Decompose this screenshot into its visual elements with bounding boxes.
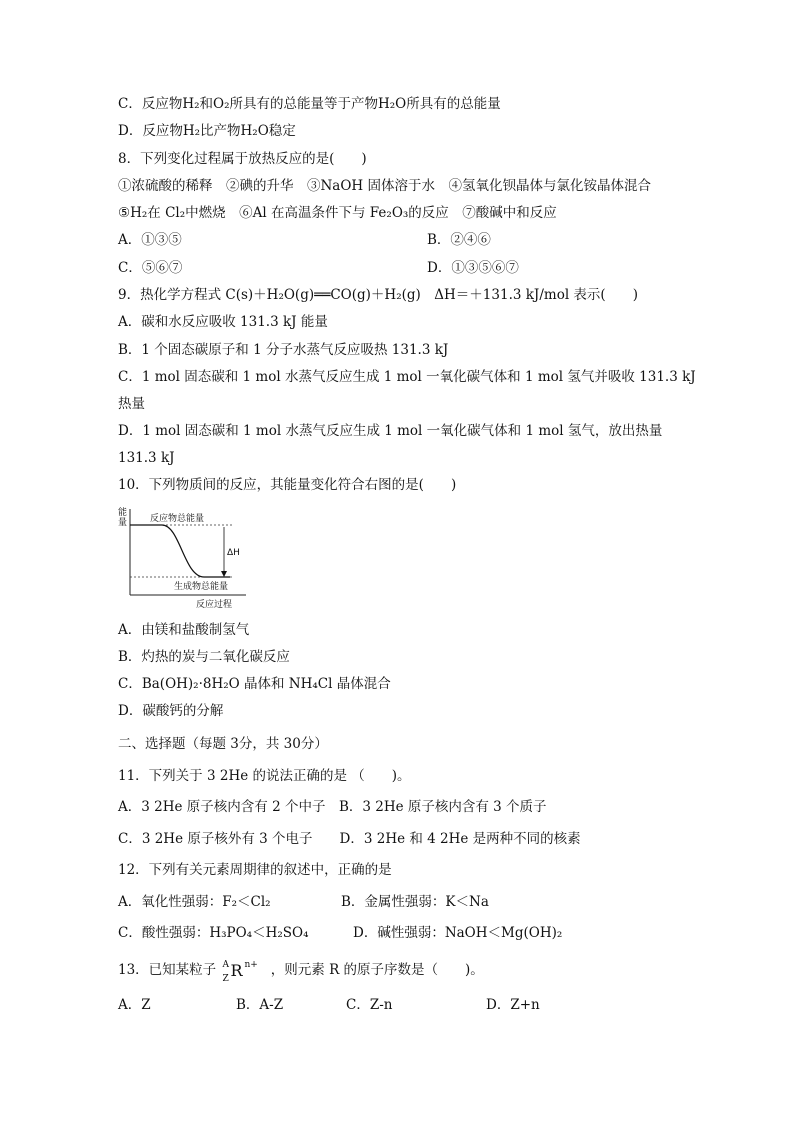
nuclide-notation xyxy=(220,959,266,984)
q9-stem: 9．热化学方程式 C(s)＋H₂O(g)══CO(g)＋H₂(g) ΔH＝＋131.3 kJ/mol 表示( ) xyxy=(118,287,638,303)
q10-option-d: D．碳酸钙的分解 xyxy=(118,703,224,719)
energy-axis-label-char2: 量 xyxy=(118,518,128,528)
q8-option-b: B．②④⑥ xyxy=(427,232,491,248)
q11-stem: 11．下列关于 3 2He 的说法正确的是 （ )。 xyxy=(118,768,411,784)
q8-items-line1: ①浓硫酸的稀释 ②碘的升华 ③NaOH 固体溶于水 ④氢氧化钡晶体与氯化铵晶体混合 xyxy=(118,178,651,194)
delta-h-label: ΔH xyxy=(227,548,240,558)
q7-option-d: D．反应物H₂比产物H₂O稳定 xyxy=(118,123,296,139)
reactant-energy-label: 反应物总能量 xyxy=(150,514,205,524)
q11-options-ab: A．3 2He 原子核内含有 2 个中子 B．3 2He 原子核内含有 3 个质子 xyxy=(118,799,547,815)
q12-option-a: A．氧化性强弱：F₂＜Cl₂ xyxy=(118,894,271,910)
q10-option-a: A．由镁和盐酸制氢气 xyxy=(118,622,250,638)
q12-stem: 12．下列有关元素周期律的叙述中，正确的是 xyxy=(118,862,392,878)
q12-option-b: B．金属性强弱：K＜Na xyxy=(341,894,489,910)
q8-stem: 8．下列变化过程属于放热反应的是( ) xyxy=(118,151,367,167)
q7-option-c: C．反应物H₂和O₂所具有的总能量等于产物H₂O所具有的总能量 xyxy=(118,96,501,112)
q9-option-c-line2: 热量 xyxy=(118,396,145,412)
energy-diagram xyxy=(118,505,250,613)
q10-option-b: B．灼热的炭与二氧化碳反应 xyxy=(118,649,290,665)
process-axis-label: 反应过程 xyxy=(196,600,233,610)
q8-items-line2: ⑤H₂在 Cl₂中燃烧 ⑥Al 在高温条件下与 Fe₂O₃的反应 ⑦酸碱中和反应 xyxy=(118,205,557,221)
nuclide-mass-number: A xyxy=(222,959,229,970)
q13-option-a: A．Z xyxy=(118,997,151,1013)
q13-stem xyxy=(118,959,484,984)
q9-option-b: B．1 个固态碳原子和 1 分子水蒸气反应吸热 131.3 kJ xyxy=(118,342,449,358)
q8-option-c: C．⑤⑥⑦ xyxy=(118,260,183,276)
nuclide-symbol: R xyxy=(230,960,243,980)
q12-option-d: D．碱性强弱：NaOH＜Mg(OH)₂ xyxy=(353,925,563,941)
q13-stem-prefix: 13．已知某粒子 xyxy=(118,962,217,978)
energy-axis-label-char1: 能 xyxy=(118,508,128,518)
q12-option-c: C．酸性强弱：H₃PO₄＜H₂SO₄ xyxy=(118,925,309,941)
q10-option-c: C．Ba(OH)₂·8H₂O 晶体和 NH₄Cl 晶体混合 xyxy=(118,676,391,692)
q9-option-a: A．碳和水反应吸收 131.3 kJ 能量 xyxy=(118,314,328,330)
q8-option-d: D．①③⑤⑥⑦ xyxy=(427,260,519,276)
q8-option-a: A．①③⑤ xyxy=(118,232,182,248)
q10-stem: 10．下列物质间的反应，其能量变化符合右图的是( ) xyxy=(118,477,457,493)
nuclide-atomic-number: Z xyxy=(222,973,229,984)
q9-option-c-line1: C．1 mol 固态碳和 1 mol 水蒸气反应生成 1 mol 一氧化碳气体和 1 mol 氢气并吸收 131.3 kJ xyxy=(118,369,696,385)
q13-stem-suffix: ，则元素 R 的原子序数是（ )。 xyxy=(270,962,484,978)
nuclide-charge: n+ xyxy=(244,959,258,970)
product-energy-label: 生成物总能量 xyxy=(174,582,229,592)
q9-option-d-line1: D．1 mol 固态碳和 1 mol 水蒸气反应生成 1 mol 一氧化碳气体和 1 mol 氢气，放出热量 xyxy=(118,423,663,439)
q13-option-c: C．Z-n xyxy=(346,997,393,1013)
q11-options-cd: C．3 2He 原子核外有 3 个电子 D．3 2He 和 4 2He 是两种不同的核素 xyxy=(118,831,581,847)
energy-curve xyxy=(130,525,230,577)
q13-option-b: B．A-Z xyxy=(236,997,284,1013)
q13-option-d: D．Z+n xyxy=(486,997,540,1013)
delta-h-arrowhead xyxy=(221,571,227,577)
q9-option-d-line2: 131.3 kJ xyxy=(118,450,175,466)
section-2-heading: 二、选择题（每题 3分，共 30分） xyxy=(118,736,328,752)
